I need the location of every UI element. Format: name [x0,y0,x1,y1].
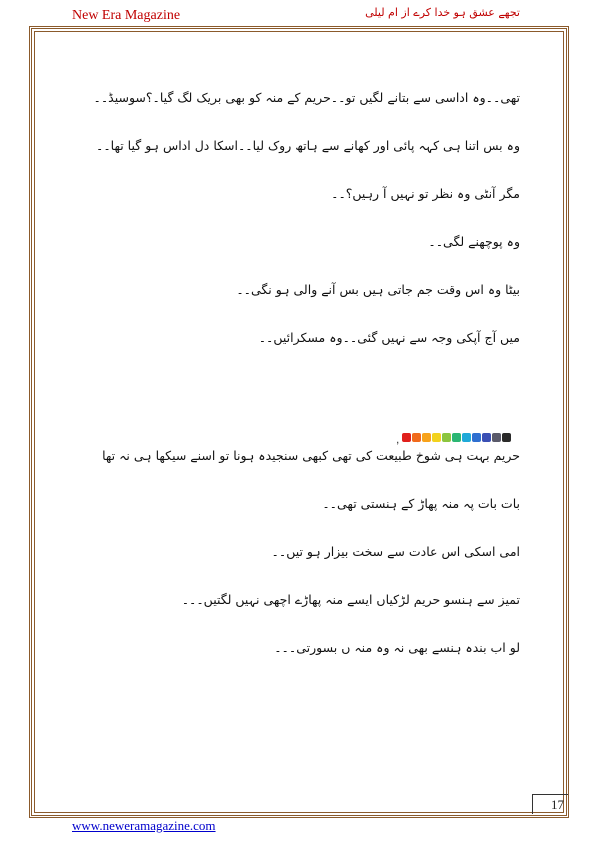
body-line-1: تھی۔۔وہ اداسی سے بتانے لگیں تو۔۔حریم کے منہ کو بھی بریک لگ گیا۔؟سوسیڈ۔۔ [93,90,520,105]
body-line-8: بات بات پہ منہ پھاڑ کے ہنستی تھی۔۔ [322,496,520,511]
separator-dot-2 [412,433,421,442]
separator-dot-1 [402,433,411,442]
separator-dot-7 [462,433,471,442]
body-line-7: حریم بہت ہی شوخ طبیعت کی تھی کبھی سنجیدہ ہونا تو اسنے سیکھا ہی نہ تھا [102,448,520,463]
body-line-9: امی اسکی اس عادت سے سخت بیزار ہو تیں۔۔ [271,544,520,559]
separator-dot-8 [472,433,481,442]
separator-dot-5 [442,433,451,442]
separator-dot-4 [432,433,441,442]
body-line-11: لو اب بندہ ہنسے بھی نہ وہ منہ ں بسورتی۔۔۔ [274,640,520,655]
separator-dot-10 [492,433,501,442]
separator-comma: , [396,432,400,446]
colored-dots-separator [396,430,511,444]
page-body [80,88,520,658]
body-line-5: بیٹا وہ اس وقت جم جاتی ہیں بس آنے والی ہو نگی۔۔ [236,282,520,297]
body-line-10: تمیز سے ہنسو حریم لڑکیاں ایسے منہ پھاڑے اچھی نہیں لگتیں۔۔۔ [181,592,520,607]
body-line-4: وہ پوچھنے لگی۔۔ [428,234,520,249]
separator-dot-6 [452,433,461,442]
magazine-name: New Era Magazine [72,8,181,23]
body-line-2: وہ بس اتنا ہی کہہ پائی اور کھانے سے ہاتھ روک لیا۔۔اسکا دل اداس ہو گیا تھا۔۔ [96,138,520,153]
separator-dot-3 [422,433,431,442]
body-line-6: میں آج آپکی وجہ سے نہیں گئی۔۔وہ مسکرائیں۔۔ [258,330,520,345]
novel-title: تجھے عشق ہو خدا کرے از ام لیلی [365,6,520,19]
separator-dot-11 [502,433,511,442]
footer-website-link[interactable]: www.neweramagazine.com [72,818,216,833]
body-line-3: مگر آنٹی وہ نظر تو نہیں آ رہیں؟۔۔ [331,186,520,201]
page-number: 17 [532,794,568,814]
separator-dot-9 [482,433,491,442]
